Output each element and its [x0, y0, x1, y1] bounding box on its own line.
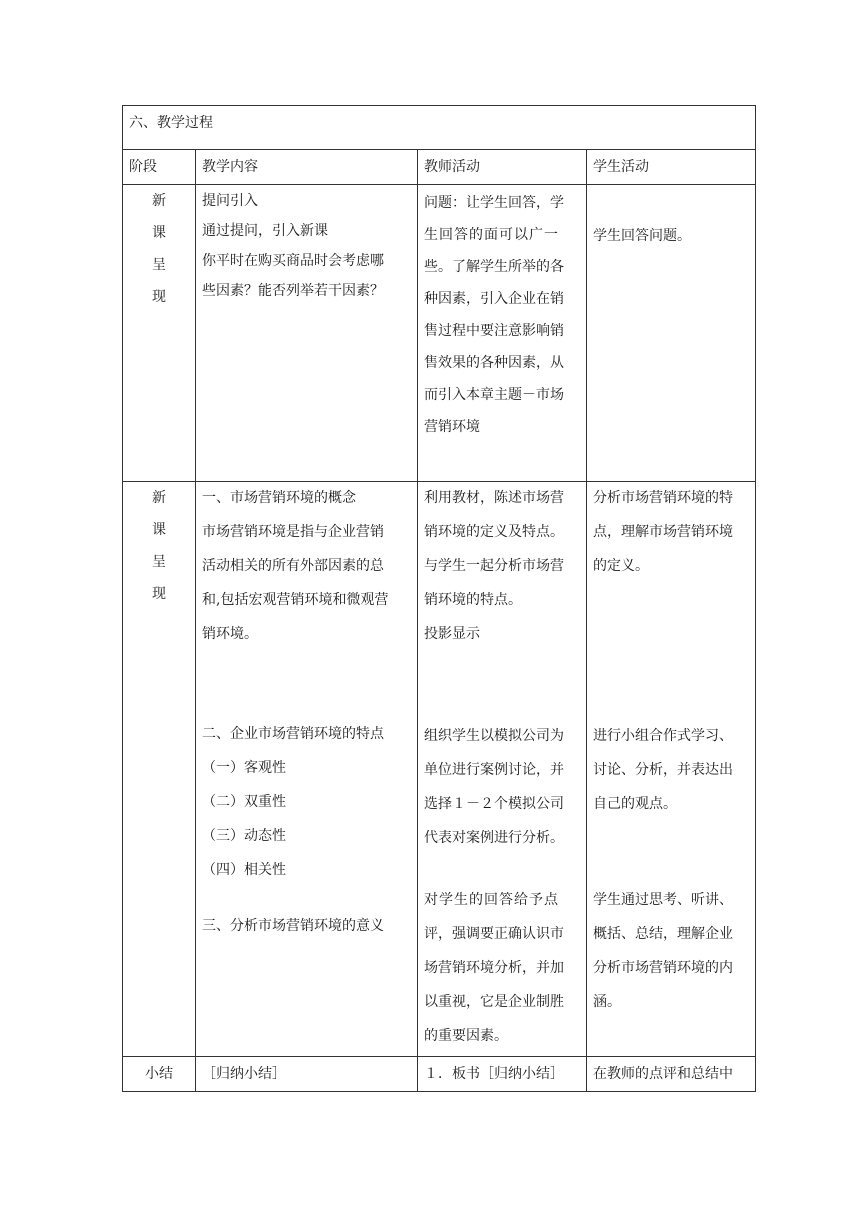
table-row — [123, 482, 756, 1057]
teacher-line: 售效果的各种因素，从 — [424, 355, 564, 371]
student-cell — [587, 482, 756, 1057]
stage-char: 新 — [152, 490, 166, 506]
teacher-cell: １．板书［归纳小结］ — [418, 1057, 587, 1092]
student-line: 的定义。 — [593, 558, 649, 574]
teacher-line: 评，强调要正确认识市 — [424, 926, 564, 942]
teacher-line: 投影显示 — [424, 626, 480, 642]
content-line: 和,包括宏观营销环境和微观营 — [202, 592, 389, 608]
teacher-line: 利用教材，陈述市场营 — [424, 490, 564, 506]
content-line: 市场营销环境是指与企业营销 — [202, 524, 384, 540]
teacher-line: 场营销环境分析，并加 — [424, 960, 564, 976]
content-line: 二、企业市场营销环境的特点 — [202, 726, 384, 742]
student-line: 学生通过思考、听讲、 — [593, 892, 733, 908]
stage-char: 现 — [152, 289, 166, 305]
stage-cell — [123, 185, 196, 482]
teacher-cell — [418, 482, 587, 1057]
teacher-line: 与学生一起分析市场营 — [424, 558, 564, 574]
stage-char: 课 — [152, 225, 166, 241]
teacher-line: 问题：让学生回答，学 — [424, 195, 564, 211]
teacher-line: 售过程中要注意影响销 — [424, 323, 564, 339]
stage-char: 课 — [152, 522, 166, 538]
stage-char: 新 — [152, 193, 166, 209]
teacher-line: 单位进行案例讨论，并 — [424, 762, 564, 778]
header-stage: 阶段 — [123, 150, 196, 185]
content-line: 三、分析市场营销环境的意义 — [202, 918, 384, 934]
student-line: 概括、总结，理解企业 — [593, 926, 733, 942]
stage-cell — [123, 482, 196, 1057]
teacher-line: 销环境的定义及特点。 — [424, 524, 564, 540]
teacher-line: 代表对案例进行分析。 — [424, 830, 564, 846]
teacher-line: 而引入本章主题－市场 — [424, 387, 564, 403]
table-header-row — [123, 150, 756, 185]
content-line: 你平时在购买商品时会考虑哪 — [202, 253, 384, 269]
teacher-line: 组织学生以模拟公司为 — [424, 728, 564, 744]
teacher-cell — [418, 185, 587, 482]
content-line: （三）动态性 — [202, 828, 286, 844]
student-line: 分析市场营销环境的特 — [593, 490, 733, 506]
student-line: 分析市场营销环境的内 — [593, 960, 733, 976]
content-line: 些因素？能否列举若干因素？ — [202, 283, 384, 299]
content-cell — [196, 482, 418, 1057]
student-cell: 在教师的点评和总结中 — [587, 1057, 756, 1092]
table-title-row — [123, 106, 756, 150]
content-line: 活动相关的所有外部因素的总 — [202, 558, 384, 574]
teacher-line: 种因素，引入企业在销 — [424, 291, 564, 307]
stage-char: 现 — [152, 586, 166, 602]
header-teacher: 教师活动 — [418, 150, 587, 185]
teacher-line: 些。了解学生所举的各 — [424, 259, 564, 275]
table-row — [123, 185, 756, 482]
stage-char: 呈 — [152, 554, 166, 570]
content-line: 销环境。 — [202, 626, 258, 642]
student-cell — [587, 185, 756, 482]
header-student: 学生活动 — [587, 150, 756, 185]
teaching-process-table — [122, 105, 756, 1092]
table-row — [123, 1057, 756, 1092]
content-line: 通过提问，引入新课 — [202, 223, 328, 239]
teacher-line: 生回答的面可以广一 — [424, 227, 559, 243]
teacher-line: 销环境的特点。 — [424, 592, 522, 608]
content-line: 提问引入 — [202, 193, 258, 209]
section-title: 六、教学过程 — [123, 106, 756, 150]
teacher-line: 对学生的回答给予点 — [424, 892, 559, 908]
student-line: 涵。 — [593, 994, 621, 1010]
student-line: 点，理解市场营销环境 — [593, 524, 733, 540]
teacher-line: 营销环境 — [424, 419, 480, 435]
student-line: 进行小组合作式学习、 — [593, 728, 733, 744]
content-cell: ［归纳小结］ — [196, 1057, 418, 1092]
content-line: （一）客观性 — [202, 760, 286, 776]
content-line: （二）双重性 — [202, 794, 286, 810]
content-cell — [196, 185, 418, 482]
student-line: 讨论、分析，并表达出 — [593, 762, 733, 778]
content-line: （四）相关性 — [202, 862, 286, 878]
student-line: 学生回答问题。 — [593, 228, 691, 244]
teacher-line: 的重要因素。 — [424, 1028, 508, 1044]
content-line: 一、市场营销环境的概念 — [202, 490, 356, 506]
stage-cell: 小结 — [123, 1057, 196, 1092]
teacher-line: 选择１－２个模拟公司 — [424, 796, 564, 812]
student-line: 自己的观点。 — [593, 796, 677, 812]
stage-char: 呈 — [152, 257, 166, 273]
header-content: 教学内容 — [196, 150, 418, 185]
teacher-line: 以重视，它是企业制胜 — [424, 994, 564, 1010]
